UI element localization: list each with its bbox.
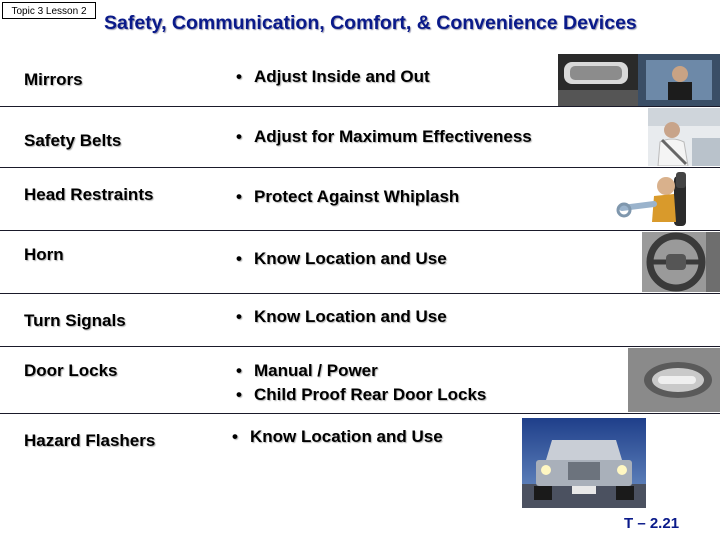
row-label-horn: Horn <box>24 245 64 264</box>
row-divider <box>0 293 720 294</box>
seatbelt-photo-icon <box>648 108 720 166</box>
row-divider <box>0 346 720 347</box>
steering-wheel-photo-icon <box>642 232 720 292</box>
row-bullet-door-locks-2: • Child Proof Rear Door Locks <box>236 385 486 405</box>
row-bullet-safety-belts: • Adjust for Maximum Effectiveness <box>236 127 532 147</box>
slide-number: T – 2.21 <box>624 515 680 532</box>
row-label-turn-signals: Turn Signals <box>24 311 126 330</box>
topic-label: Topic 3 Lesson 2 <box>2 2 96 19</box>
row-bullet-mirrors: • Adjust Inside and Out <box>236 67 430 87</box>
mirror-photo-icon <box>558 54 720 106</box>
row-bullet-turn-signals: • Know Location and Use <box>236 307 447 327</box>
row-divider <box>0 413 720 414</box>
door-handle-photo-icon <box>628 348 720 412</box>
row-label-head-restraints: Head Restraints <box>24 185 154 204</box>
row-label-door-locks: Door Locks <box>24 361 118 380</box>
row-divider <box>0 106 720 107</box>
row-label-mirrors: Mirrors <box>24 70 83 89</box>
page-title: Safety, Communication, Comfort, & Convenience Devices <box>104 12 637 34</box>
row-bullet-hazard-flashers: • Know Location and Use <box>232 427 443 447</box>
row-label-hazard-flashers: Hazard Flashers <box>24 431 156 450</box>
row-divider <box>0 230 720 231</box>
row-bullet-head-restraints: • Protect Against Whiplash <box>236 187 459 207</box>
row-label-safety-belts: Safety Belts <box>24 131 122 150</box>
head-restraint-photo-icon <box>614 170 696 228</box>
row-bullet-door-locks-1: • Manual / Power <box>236 361 378 381</box>
row-bullet-horn: • Know Location and Use <box>236 249 447 269</box>
truck-photo-icon <box>522 418 646 508</box>
row-divider <box>0 167 720 168</box>
